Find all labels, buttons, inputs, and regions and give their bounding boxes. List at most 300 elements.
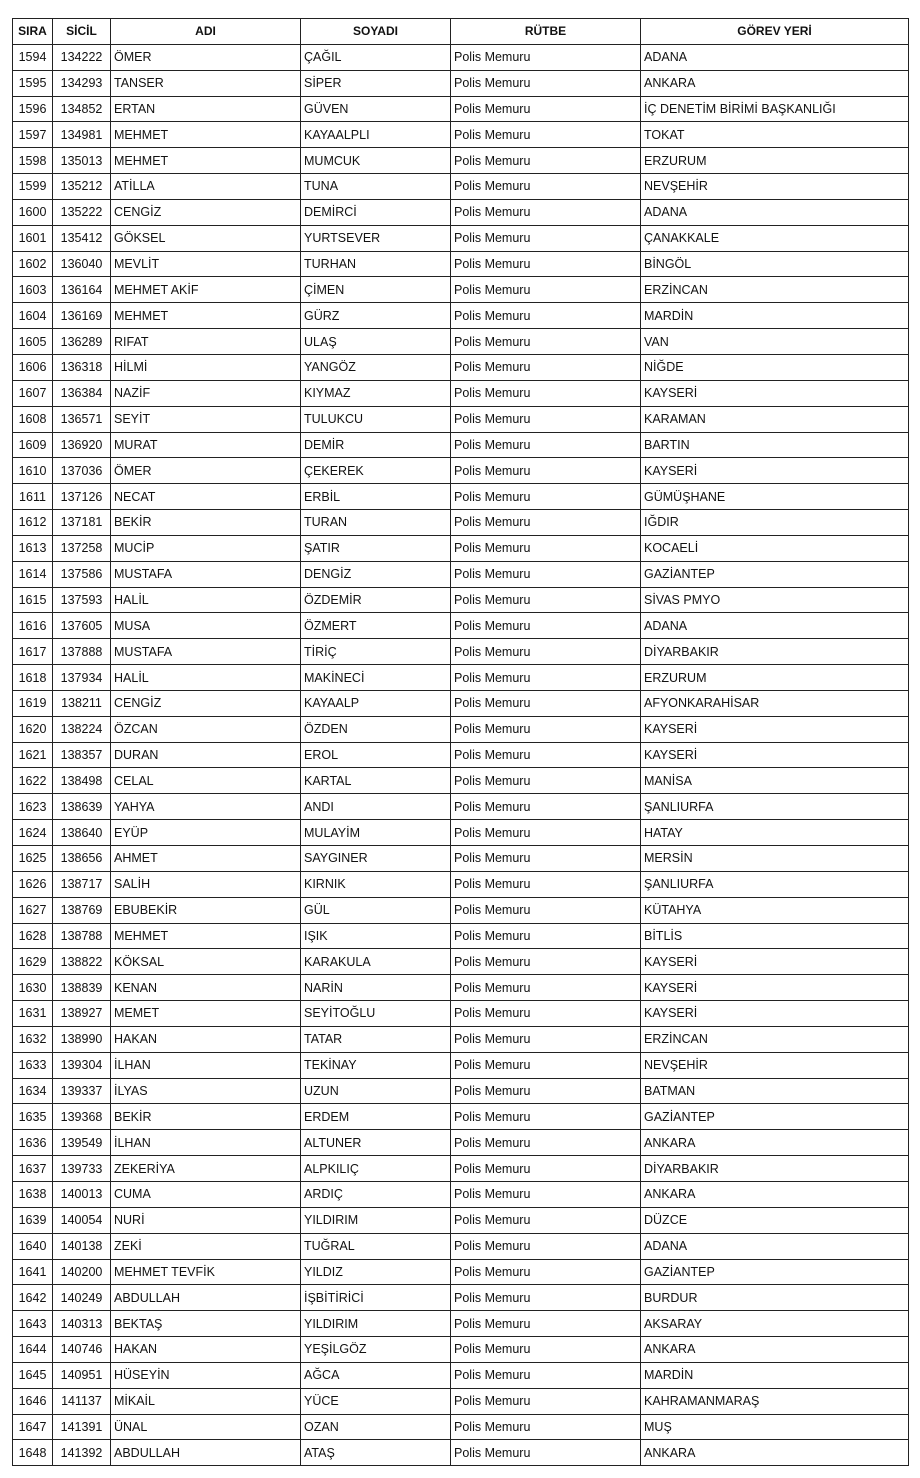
cell-rutbe: Polis Memuru xyxy=(451,1233,641,1259)
table-row xyxy=(13,251,909,277)
cell-adi: CENGİZ xyxy=(111,690,301,716)
cell-adi: MEHMET TEVFİK xyxy=(111,1259,301,1285)
cell-soyadi: SİPER xyxy=(301,70,451,96)
table-row xyxy=(13,174,909,200)
cell-soyadi: ÖZMERT xyxy=(301,613,451,639)
cell-sira: 1629 xyxy=(13,949,53,975)
cell-gorev-yeri: NEVŞEHİR xyxy=(641,174,909,200)
cell-adi: MİKAİL xyxy=(111,1388,301,1414)
cell-gorev-yeri: KAYSERİ xyxy=(641,975,909,1001)
cell-rutbe: Polis Memuru xyxy=(451,1414,641,1440)
cell-rutbe: Polis Memuru xyxy=(451,1052,641,1078)
cell-sicil: 136318 xyxy=(53,354,111,380)
cell-sira: 1609 xyxy=(13,432,53,458)
cell-sira: 1643 xyxy=(13,1311,53,1337)
cell-adi: SALİH xyxy=(111,871,301,897)
cell-gorev-yeri: DÜZCE xyxy=(641,1207,909,1233)
cell-adi: İLHAN xyxy=(111,1052,301,1078)
cell-soyadi: ŞATIR xyxy=(301,535,451,561)
cell-gorev-yeri: VAN xyxy=(641,329,909,355)
cell-gorev-yeri: GAZİANTEP xyxy=(641,1259,909,1285)
cell-sira: 1621 xyxy=(13,742,53,768)
cell-rutbe: Polis Memuru xyxy=(451,225,641,251)
cell-sicil: 139304 xyxy=(53,1052,111,1078)
table-row xyxy=(13,1130,909,1156)
cell-adi: ÖMER xyxy=(111,44,301,70)
cell-rutbe: Polis Memuru xyxy=(451,923,641,949)
cell-soyadi: ERBİL xyxy=(301,484,451,510)
cell-sicil: 140951 xyxy=(53,1362,111,1388)
cell-gorev-yeri: ADANA xyxy=(641,1233,909,1259)
cell-soyadi: KIRNIK xyxy=(301,871,451,897)
cell-sira: 1646 xyxy=(13,1388,53,1414)
cell-adi: NECAT xyxy=(111,484,301,510)
cell-sicil: 138224 xyxy=(53,716,111,742)
cell-sicil: 138839 xyxy=(53,975,111,1001)
cell-sira: 1645 xyxy=(13,1362,53,1388)
cell-soyadi: ALTUNER xyxy=(301,1130,451,1156)
cell-soyadi: YANGÖZ xyxy=(301,354,451,380)
cell-gorev-yeri: KAYSERİ xyxy=(641,1001,909,1027)
cell-gorev-yeri: KAHRAMANMARAŞ xyxy=(641,1388,909,1414)
cell-sira: 1598 xyxy=(13,148,53,174)
table-row xyxy=(13,96,909,122)
cell-sira: 1608 xyxy=(13,406,53,432)
table-row xyxy=(13,458,909,484)
cell-gorev-yeri: ADANA xyxy=(641,44,909,70)
cell-gorev-yeri: KAYSERİ xyxy=(641,380,909,406)
cell-rutbe: Polis Memuru xyxy=(451,406,641,432)
cell-sira: 1647 xyxy=(13,1414,53,1440)
cell-adi: MEHMET xyxy=(111,923,301,949)
cell-adi: RIFAT xyxy=(111,329,301,355)
cell-soyadi: NARİN xyxy=(301,975,451,1001)
cell-soyadi: GÜVEN xyxy=(301,96,451,122)
cell-soyadi: MULAYİM xyxy=(301,820,451,846)
cell-sicil: 139549 xyxy=(53,1130,111,1156)
cell-sira: 1613 xyxy=(13,535,53,561)
table-row xyxy=(13,1440,909,1466)
cell-rutbe: Polis Memuru xyxy=(451,639,641,665)
table-row xyxy=(13,1414,909,1440)
cell-soyadi: YILDIRIM xyxy=(301,1311,451,1337)
table-row xyxy=(13,1337,909,1363)
cell-adi: ZEKİ xyxy=(111,1233,301,1259)
cell-sicil: 136169 xyxy=(53,303,111,329)
table-row xyxy=(13,690,909,716)
cell-soyadi: TİRİÇ xyxy=(301,639,451,665)
cell-sicil: 134981 xyxy=(53,122,111,148)
cell-gorev-yeri: DİYARBAKIR xyxy=(641,639,909,665)
cell-gorev-yeri: ADANA xyxy=(641,613,909,639)
cell-soyadi: ÖZDEMİR xyxy=(301,587,451,613)
cell-rutbe: Polis Memuru xyxy=(451,303,641,329)
cell-rutbe: Polis Memuru xyxy=(451,174,641,200)
cell-gorev-yeri: TOKAT xyxy=(641,122,909,148)
cell-soyadi: DEMİR xyxy=(301,432,451,458)
cell-adi: MEHMET AKİF xyxy=(111,277,301,303)
table-row xyxy=(13,613,909,639)
cell-sicil: 135222 xyxy=(53,199,111,225)
header-gorev-yeri: GÖREV YERİ xyxy=(641,19,909,45)
cell-gorev-yeri: GÜMÜŞHANE xyxy=(641,484,909,510)
cell-sira: 1630 xyxy=(13,975,53,1001)
cell-sicil: 137586 xyxy=(53,561,111,587)
cell-adi: MUCİP xyxy=(111,535,301,561)
cell-gorev-yeri: ERZURUM xyxy=(641,665,909,691)
cell-sicil: 137593 xyxy=(53,587,111,613)
cell-gorev-yeri: HATAY xyxy=(641,820,909,846)
cell-sira: 1640 xyxy=(13,1233,53,1259)
cell-soyadi: KAYAALPLI xyxy=(301,122,451,148)
cell-sicil: 138498 xyxy=(53,768,111,794)
table-row xyxy=(13,225,909,251)
table-row xyxy=(13,871,909,897)
cell-sira: 1641 xyxy=(13,1259,53,1285)
cell-sira: 1631 xyxy=(13,1001,53,1027)
table-row xyxy=(13,768,909,794)
cell-soyadi: MAKİNECİ xyxy=(301,665,451,691)
cell-adi: TANSER xyxy=(111,70,301,96)
cell-adi: ZEKERİYA xyxy=(111,1156,301,1182)
cell-sira: 1607 xyxy=(13,380,53,406)
cell-soyadi: YILDIRIM xyxy=(301,1207,451,1233)
cell-adi: ERTAN xyxy=(111,96,301,122)
cell-sicil: 138357 xyxy=(53,742,111,768)
table-row xyxy=(13,380,909,406)
cell-rutbe: Polis Memuru xyxy=(451,587,641,613)
table-row xyxy=(13,1311,909,1337)
cell-adi: HAKAN xyxy=(111,1337,301,1363)
cell-gorev-yeri: KOCAELİ xyxy=(641,535,909,561)
cell-sicil: 137036 xyxy=(53,458,111,484)
cell-soyadi: ÇİMEN xyxy=(301,277,451,303)
cell-rutbe: Polis Memuru xyxy=(451,820,641,846)
cell-sicil: 138211 xyxy=(53,690,111,716)
cell-adi: HALİL xyxy=(111,587,301,613)
cell-soyadi: ALPKILIÇ xyxy=(301,1156,451,1182)
cell-adi: CUMA xyxy=(111,1181,301,1207)
table-row xyxy=(13,742,909,768)
table-row xyxy=(13,70,909,96)
cell-sicil: 140313 xyxy=(53,1311,111,1337)
cell-rutbe: Polis Memuru xyxy=(451,458,641,484)
cell-sicil: 141391 xyxy=(53,1414,111,1440)
cell-gorev-yeri: ANKARA xyxy=(641,70,909,96)
cell-rutbe: Polis Memuru xyxy=(451,510,641,536)
cell-sira: 1648 xyxy=(13,1440,53,1466)
cell-rutbe: Polis Memuru xyxy=(451,1388,641,1414)
cell-sicil: 135013 xyxy=(53,148,111,174)
cell-adi: KÖKSAL xyxy=(111,949,301,975)
cell-soyadi: ERDEM xyxy=(301,1104,451,1130)
cell-rutbe: Polis Memuru xyxy=(451,380,641,406)
table-row xyxy=(13,949,909,975)
table-row xyxy=(13,587,909,613)
cell-sicil: 141137 xyxy=(53,1388,111,1414)
cell-sicil: 139368 xyxy=(53,1104,111,1130)
cell-soyadi: TULUKCU xyxy=(301,406,451,432)
cell-rutbe: Polis Memuru xyxy=(451,1156,641,1182)
cell-adi: BEKİR xyxy=(111,1104,301,1130)
cell-rutbe: Polis Memuru xyxy=(451,846,641,872)
cell-soyadi: OZAN xyxy=(301,1414,451,1440)
cell-rutbe: Polis Memuru xyxy=(451,251,641,277)
cell-sira: 1636 xyxy=(13,1130,53,1156)
cell-gorev-yeri: ERZURUM xyxy=(641,148,909,174)
cell-rutbe: Polis Memuru xyxy=(451,613,641,639)
cell-adi: GÖKSEL xyxy=(111,225,301,251)
cell-gorev-yeri: BİNGÖL xyxy=(641,251,909,277)
cell-sira: 1611 xyxy=(13,484,53,510)
table-row xyxy=(13,1388,909,1414)
header-sira: SIRA xyxy=(13,19,53,45)
cell-sira: 1610 xyxy=(13,458,53,484)
cell-rutbe: Polis Memuru xyxy=(451,690,641,716)
cell-adi: HİLMİ xyxy=(111,354,301,380)
cell-sicil: 138788 xyxy=(53,923,111,949)
cell-gorev-yeri: BATMAN xyxy=(641,1078,909,1104)
table-row xyxy=(13,975,909,1001)
table-row xyxy=(13,1207,909,1233)
cell-rutbe: Polis Memuru xyxy=(451,199,641,225)
cell-sira: 1622 xyxy=(13,768,53,794)
cell-soyadi: ÖZDEN xyxy=(301,716,451,742)
cell-sicil: 136920 xyxy=(53,432,111,458)
cell-rutbe: Polis Memuru xyxy=(451,1001,641,1027)
header-soyadi: SOYADI xyxy=(301,19,451,45)
cell-soyadi: TUNA xyxy=(301,174,451,200)
cell-soyadi: IŞIK xyxy=(301,923,451,949)
cell-adi: HALİL xyxy=(111,665,301,691)
table-row xyxy=(13,846,909,872)
cell-rutbe: Polis Memuru xyxy=(451,432,641,458)
cell-rutbe: Polis Memuru xyxy=(451,122,641,148)
header-adi: ADI xyxy=(111,19,301,45)
cell-adi: EYÜP xyxy=(111,820,301,846)
table-row xyxy=(13,535,909,561)
cell-sicil: 136571 xyxy=(53,406,111,432)
table-row xyxy=(13,484,909,510)
cell-adi: MEHMET xyxy=(111,148,301,174)
cell-sicil: 140746 xyxy=(53,1337,111,1363)
cell-rutbe: Polis Memuru xyxy=(451,354,641,380)
cell-rutbe: Polis Memuru xyxy=(451,535,641,561)
cell-sicil: 138769 xyxy=(53,897,111,923)
cell-sira: 1616 xyxy=(13,613,53,639)
cell-rutbe: Polis Memuru xyxy=(451,1104,641,1130)
cell-sira: 1600 xyxy=(13,199,53,225)
cell-sira: 1638 xyxy=(13,1181,53,1207)
table-row xyxy=(13,923,909,949)
cell-gorev-yeri: IĞDIR xyxy=(641,510,909,536)
cell-adi: İLYAS xyxy=(111,1078,301,1104)
cell-gorev-yeri: ŞANLIURFA xyxy=(641,794,909,820)
table-row xyxy=(13,122,909,148)
cell-sicil: 139733 xyxy=(53,1156,111,1182)
cell-adi: ÜNAL xyxy=(111,1414,301,1440)
cell-sicil: 134852 xyxy=(53,96,111,122)
table-row xyxy=(13,277,909,303)
cell-gorev-yeri: ANKARA xyxy=(641,1337,909,1363)
header-row xyxy=(13,19,909,45)
cell-adi: BEKİR xyxy=(111,510,301,536)
cell-soyadi: YURTSEVER xyxy=(301,225,451,251)
table-row xyxy=(13,820,909,846)
cell-sira: 1594 xyxy=(13,44,53,70)
cell-adi: MEMET xyxy=(111,1001,301,1027)
cell-sicil: 138717 xyxy=(53,871,111,897)
cell-rutbe: Polis Memuru xyxy=(451,949,641,975)
cell-sira: 1618 xyxy=(13,665,53,691)
cell-soyadi: ÇEKEREK xyxy=(301,458,451,484)
cell-adi: BEKTAŞ xyxy=(111,1311,301,1337)
cell-adi: AHMET xyxy=(111,846,301,872)
cell-rutbe: Polis Memuru xyxy=(451,665,641,691)
table-row xyxy=(13,354,909,380)
cell-sicil: 140054 xyxy=(53,1207,111,1233)
cell-soyadi: KARAKULA xyxy=(301,949,451,975)
cell-gorev-yeri: MANİSA xyxy=(641,768,909,794)
cell-sicil: 140200 xyxy=(53,1259,111,1285)
table-row xyxy=(13,1026,909,1052)
cell-adi: MEHMET xyxy=(111,303,301,329)
cell-gorev-yeri: ANKARA xyxy=(641,1130,909,1156)
cell-sicil: 139337 xyxy=(53,1078,111,1104)
cell-sira: 1644 xyxy=(13,1337,53,1363)
cell-gorev-yeri: İÇ DENETİM BİRİMİ BAŞKANLIĞI xyxy=(641,96,909,122)
cell-adi: EBUBEKİR xyxy=(111,897,301,923)
table-row xyxy=(13,794,909,820)
table-row xyxy=(13,148,909,174)
cell-rutbe: Polis Memuru xyxy=(451,871,641,897)
table-row xyxy=(13,1181,909,1207)
table-row xyxy=(13,665,909,691)
table-row xyxy=(13,406,909,432)
cell-rutbe: Polis Memuru xyxy=(451,484,641,510)
cell-gorev-yeri: KAYSERİ xyxy=(641,458,909,484)
cell-rutbe: Polis Memuru xyxy=(451,768,641,794)
cell-adi: MURAT xyxy=(111,432,301,458)
cell-adi: CENGİZ xyxy=(111,199,301,225)
cell-rutbe: Polis Memuru xyxy=(451,1440,641,1466)
cell-sira: 1635 xyxy=(13,1104,53,1130)
cell-sira: 1620 xyxy=(13,716,53,742)
table-row xyxy=(13,1104,909,1130)
cell-sicil: 138990 xyxy=(53,1026,111,1052)
cell-soyadi: GÜL xyxy=(301,897,451,923)
cell-sicil: 136289 xyxy=(53,329,111,355)
cell-sira: 1625 xyxy=(13,846,53,872)
personnel-table xyxy=(12,18,909,1466)
cell-sira: 1603 xyxy=(13,277,53,303)
cell-soyadi: SAYGINER xyxy=(301,846,451,872)
cell-sicil: 138639 xyxy=(53,794,111,820)
cell-sira: 1606 xyxy=(13,354,53,380)
cell-sicil: 141392 xyxy=(53,1440,111,1466)
cell-soyadi: ANDI xyxy=(301,794,451,820)
cell-rutbe: Polis Memuru xyxy=(451,716,641,742)
table-row xyxy=(13,1285,909,1311)
table-row xyxy=(13,1362,909,1388)
cell-sira: 1614 xyxy=(13,561,53,587)
cell-sira: 1602 xyxy=(13,251,53,277)
cell-sicil: 140138 xyxy=(53,1233,111,1259)
cell-sicil: 137934 xyxy=(53,665,111,691)
cell-gorev-yeri: ERZİNCAN xyxy=(641,277,909,303)
cell-rutbe: Polis Memuru xyxy=(451,1259,641,1285)
cell-rutbe: Polis Memuru xyxy=(451,70,641,96)
table-row xyxy=(13,1156,909,1182)
cell-rutbe: Polis Memuru xyxy=(451,1026,641,1052)
cell-adi: ÖMER xyxy=(111,458,301,484)
cell-adi: HÜSEYİN xyxy=(111,1362,301,1388)
cell-rutbe: Polis Memuru xyxy=(451,975,641,1001)
cell-adi: CELAL xyxy=(111,768,301,794)
cell-gorev-yeri: ADANA xyxy=(641,199,909,225)
cell-sira: 1617 xyxy=(13,639,53,665)
cell-soyadi: UZUN xyxy=(301,1078,451,1104)
cell-rutbe: Polis Memuru xyxy=(451,794,641,820)
cell-soyadi: TURHAN xyxy=(301,251,451,277)
table-row xyxy=(13,1259,909,1285)
cell-gorev-yeri: SİVAS PMYO xyxy=(641,587,909,613)
cell-sicil: 138927 xyxy=(53,1001,111,1027)
table-row xyxy=(13,44,909,70)
cell-sira: 1634 xyxy=(13,1078,53,1104)
cell-adi: ÖZCAN xyxy=(111,716,301,742)
cell-sicil: 137888 xyxy=(53,639,111,665)
cell-sicil: 135412 xyxy=(53,225,111,251)
cell-adi: HAKAN xyxy=(111,1026,301,1052)
cell-sira: 1626 xyxy=(13,871,53,897)
cell-gorev-yeri: KAYSERİ xyxy=(641,949,909,975)
cell-rutbe: Polis Memuru xyxy=(451,1285,641,1311)
cell-gorev-yeri: NİĞDE xyxy=(641,354,909,380)
cell-sira: 1615 xyxy=(13,587,53,613)
cell-adi: MEVLİT xyxy=(111,251,301,277)
table-row xyxy=(13,510,909,536)
cell-sicil: 138822 xyxy=(53,949,111,975)
cell-sicil: 134293 xyxy=(53,70,111,96)
cell-sira: 1612 xyxy=(13,510,53,536)
cell-soyadi: KARTAL xyxy=(301,768,451,794)
cell-gorev-yeri: BURDUR xyxy=(641,1285,909,1311)
cell-soyadi: TEKİNAY xyxy=(301,1052,451,1078)
cell-sira: 1628 xyxy=(13,923,53,949)
cell-adi: KENAN xyxy=(111,975,301,1001)
cell-gorev-yeri: BİTLİS xyxy=(641,923,909,949)
cell-soyadi: KIYMAZ xyxy=(301,380,451,406)
cell-adi: NURİ xyxy=(111,1207,301,1233)
cell-sicil: 136040 xyxy=(53,251,111,277)
table-row xyxy=(13,199,909,225)
table-row xyxy=(13,432,909,458)
cell-rutbe: Polis Memuru xyxy=(451,1207,641,1233)
cell-soyadi: ULAŞ xyxy=(301,329,451,355)
cell-gorev-yeri: ANKARA xyxy=(641,1181,909,1207)
cell-gorev-yeri: ANKARA xyxy=(641,1440,909,1466)
cell-sicil: 137258 xyxy=(53,535,111,561)
cell-sicil: 137126 xyxy=(53,484,111,510)
cell-rutbe: Polis Memuru xyxy=(451,561,641,587)
cell-sicil: 137181 xyxy=(53,510,111,536)
cell-sicil: 140249 xyxy=(53,1285,111,1311)
cell-soyadi: YILDIZ xyxy=(301,1259,451,1285)
cell-adi: MUSTAFA xyxy=(111,639,301,665)
table-row xyxy=(13,561,909,587)
cell-soyadi: TUĞRAL xyxy=(301,1233,451,1259)
